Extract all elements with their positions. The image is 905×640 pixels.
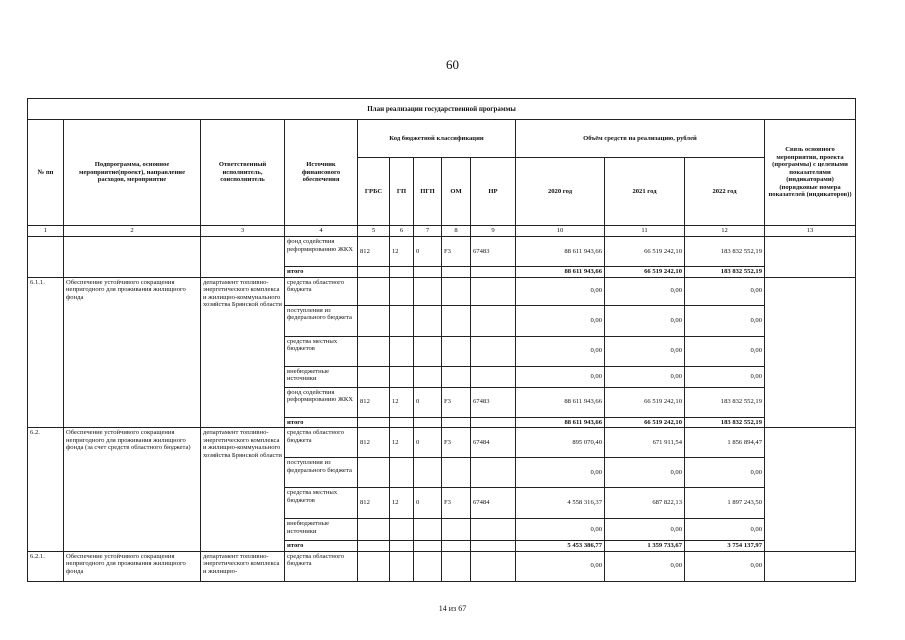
value-2022: 0,00	[685, 305, 765, 336]
gp-cell: 12	[390, 488, 414, 519]
indicator-cell	[765, 237, 856, 278]
value-2022: 0,00	[685, 458, 765, 488]
source-cell: фонд содействия реформированию ЖКХ	[285, 237, 358, 267]
column-number: 12	[685, 226, 765, 237]
value-2021: 0,00	[605, 305, 685, 336]
value-2020: 88 611 943,66	[516, 387, 605, 417]
item-responsible: департамент топливно-энергетического комплекса и жилищно-коммунального хозяйства Брянской области	[201, 428, 285, 552]
header-kbk: Код бюджетной классификации	[358, 120, 516, 158]
item-name: Обеспечение устойчивого сокращения непригодного для проживания жилищного фонда (за счет средств областного бюджета)	[64, 428, 201, 552]
gp-cell: 12	[390, 428, 414, 458]
source-cell: поступления из федерального бюджета	[285, 458, 358, 488]
value-2021: 687 822,13	[605, 488, 685, 519]
total-2020: 88 611 943,66	[516, 267, 605, 278]
item-number: 6.2.	[28, 428, 64, 552]
header-subprogram: Подпрограмма, основное мероприятие(проект), направление расходов, мероприятие	[64, 120, 201, 226]
item-responsible: департамент топливно-энергетического комплекса и жилищно-коммунального хозяйства Брянской области	[201, 277, 285, 428]
value-2021: 0,00	[605, 366, 685, 387]
source-cell: внебюджетные источники	[285, 519, 358, 541]
item-responsible: департамент топливно-энергетического комплекса и жилищно-	[201, 551, 285, 581]
item-name: Обеспечение устойчивого сокращения непригодного для проживания жилищного фонда	[64, 277, 201, 428]
total-2020: 88 611 943,66	[516, 417, 605, 428]
item-number: 6.2.1.	[28, 551, 64, 581]
total-2021: 66 519 242,10	[605, 417, 685, 428]
header-pgp: ПГП	[414, 158, 442, 226]
column-number: 9	[471, 226, 516, 237]
value-2022: 0,00	[685, 277, 765, 305]
header-nr: НР	[471, 158, 516, 226]
value-2022: 0,00	[685, 366, 765, 387]
value-2020: 88 611 943,66	[516, 237, 605, 267]
value-2021: 0,00	[605, 551, 685, 581]
value-2022: 183 832 552,19	[685, 237, 765, 267]
source-cell: средства местных бюджетов	[285, 336, 358, 366]
value-2020: 0,00	[516, 366, 605, 387]
pgp-cell: 0	[414, 428, 442, 458]
value-2020: 0,00	[516, 277, 605, 305]
column-number: 3	[201, 226, 285, 237]
header-indicators-link: Связь основного мероприятия, проекта (программы) с целевыми показателями (индикаторами) (порядковые номера показателей (индикаторов))	[765, 120, 856, 226]
value-2020: 895 070,40	[516, 428, 605, 458]
indicator-cell	[765, 428, 856, 552]
value-2022: 1 897 243,50	[685, 488, 765, 519]
value-2020: 0,00	[516, 458, 605, 488]
cell-empty	[201, 237, 285, 278]
total-2021: 1 359 733,67	[605, 541, 685, 552]
column-number: 11	[605, 226, 685, 237]
program-plan-table	[27, 98, 856, 582]
value-2020: 0,00	[516, 305, 605, 336]
column-number: 1	[28, 226, 64, 237]
header-2020: 2020 год	[516, 158, 605, 226]
table-row	[28, 237, 856, 267]
header-2021: 2021 год	[605, 158, 685, 226]
gp-cell: 12	[390, 237, 414, 267]
value-2021: 66 519 242,10	[605, 237, 685, 267]
page-footer: 14 из 67	[438, 604, 467, 613]
om-cell: F3	[442, 387, 471, 417]
source-cell: внебюджетные источники	[285, 366, 358, 387]
total-2022: 3 754 137,97	[685, 541, 765, 552]
value-2020: 0,00	[516, 336, 605, 366]
om-cell: F3	[442, 237, 471, 267]
value-2021: 0,00	[605, 277, 685, 305]
grbs-cell: 812	[358, 237, 390, 267]
item-number: 6.1.1.	[28, 277, 64, 428]
column-number: 5	[358, 226, 390, 237]
cell-empty	[28, 237, 64, 278]
value-2022: 183 832 552,19	[685, 387, 765, 417]
cell-empty	[64, 237, 201, 278]
header-volume: Объём средств на реализацию, рублей	[516, 120, 765, 158]
pgp-cell: 0	[414, 387, 442, 417]
source-cell: фонд содействия реформированию ЖКХ	[285, 387, 358, 417]
total-2020: 5 453 386,77	[516, 541, 605, 552]
source-cell: средства областного бюджета	[285, 277, 358, 305]
om-cell: F3	[442, 428, 471, 458]
column-number: 6	[390, 226, 414, 237]
column-number: 10	[516, 226, 605, 237]
column-number: 7	[414, 226, 442, 237]
pgp-cell: 0	[414, 488, 442, 519]
value-2021: 671 911,54	[605, 428, 685, 458]
column-number: 8	[442, 226, 471, 237]
indicator-cell	[765, 551, 856, 581]
value-2021: 0,00	[605, 519, 685, 541]
total-label: итого	[285, 267, 358, 278]
nr-cell: 67484	[471, 428, 516, 458]
value-2020: 4 558 316,37	[516, 488, 605, 519]
column-number: 13	[765, 226, 856, 237]
nr-cell: 67483	[471, 387, 516, 417]
header-2022: 2022 год	[685, 158, 765, 226]
total-2022: 183 832 552,19	[685, 417, 765, 428]
grbs-cell: 812	[358, 387, 390, 417]
grbs-cell: 812	[358, 488, 390, 519]
source-cell: средства областного бюджета	[285, 428, 358, 458]
item-name: Обеспечение устойчивого сокращения непригодного для проживания жилищного фонда	[64, 551, 201, 581]
value-2022: 0,00	[685, 519, 765, 541]
header-num: № пп	[28, 120, 64, 226]
value-2021: 66 519 242,10	[605, 387, 685, 417]
value-2021: 0,00	[605, 336, 685, 366]
table-row	[28, 277, 856, 305]
value-2020: 0,00	[516, 519, 605, 541]
value-2022: 0,00	[685, 551, 765, 581]
value-2022: 0,00	[685, 336, 765, 366]
indicator-cell	[765, 277, 856, 428]
nr-cell: 67484	[471, 488, 516, 519]
header-source: Источник финансового обеспечения	[285, 120, 358, 226]
table-title: План реализации государственной программы	[28, 99, 856, 120]
nr-cell: 67483	[471, 237, 516, 267]
header-responsible: Ответственный исполнитель, соисполнитель	[201, 120, 285, 226]
table-row	[28, 551, 856, 581]
gp-cell: 12	[390, 387, 414, 417]
value-2021: 0,00	[605, 458, 685, 488]
om-cell: F3	[442, 488, 471, 519]
column-number: 4	[285, 226, 358, 237]
header-gp: ГП	[390, 158, 414, 226]
source-cell: средства местных бюджетов	[285, 488, 358, 519]
value-2022: 1 856 894,47	[685, 428, 765, 458]
header-om: ОМ	[442, 158, 471, 226]
source-cell: средства областного бюджета	[285, 551, 358, 581]
pgp-cell: 0	[414, 237, 442, 267]
total-2021: 66 519 242,10	[605, 267, 685, 278]
value-2020: 0,00	[516, 551, 605, 581]
total-label: итого	[285, 541, 358, 552]
total-2022: 183 832 552,19	[685, 267, 765, 278]
table-row	[28, 428, 856, 458]
source-cell: поступления из федерального бюджета	[285, 305, 358, 336]
total-label: итого	[285, 417, 358, 428]
grbs-cell: 812	[358, 428, 390, 458]
column-number: 2	[64, 226, 201, 237]
header-grbs: ГРБС	[358, 158, 390, 226]
page-number: 60	[446, 57, 459, 72]
